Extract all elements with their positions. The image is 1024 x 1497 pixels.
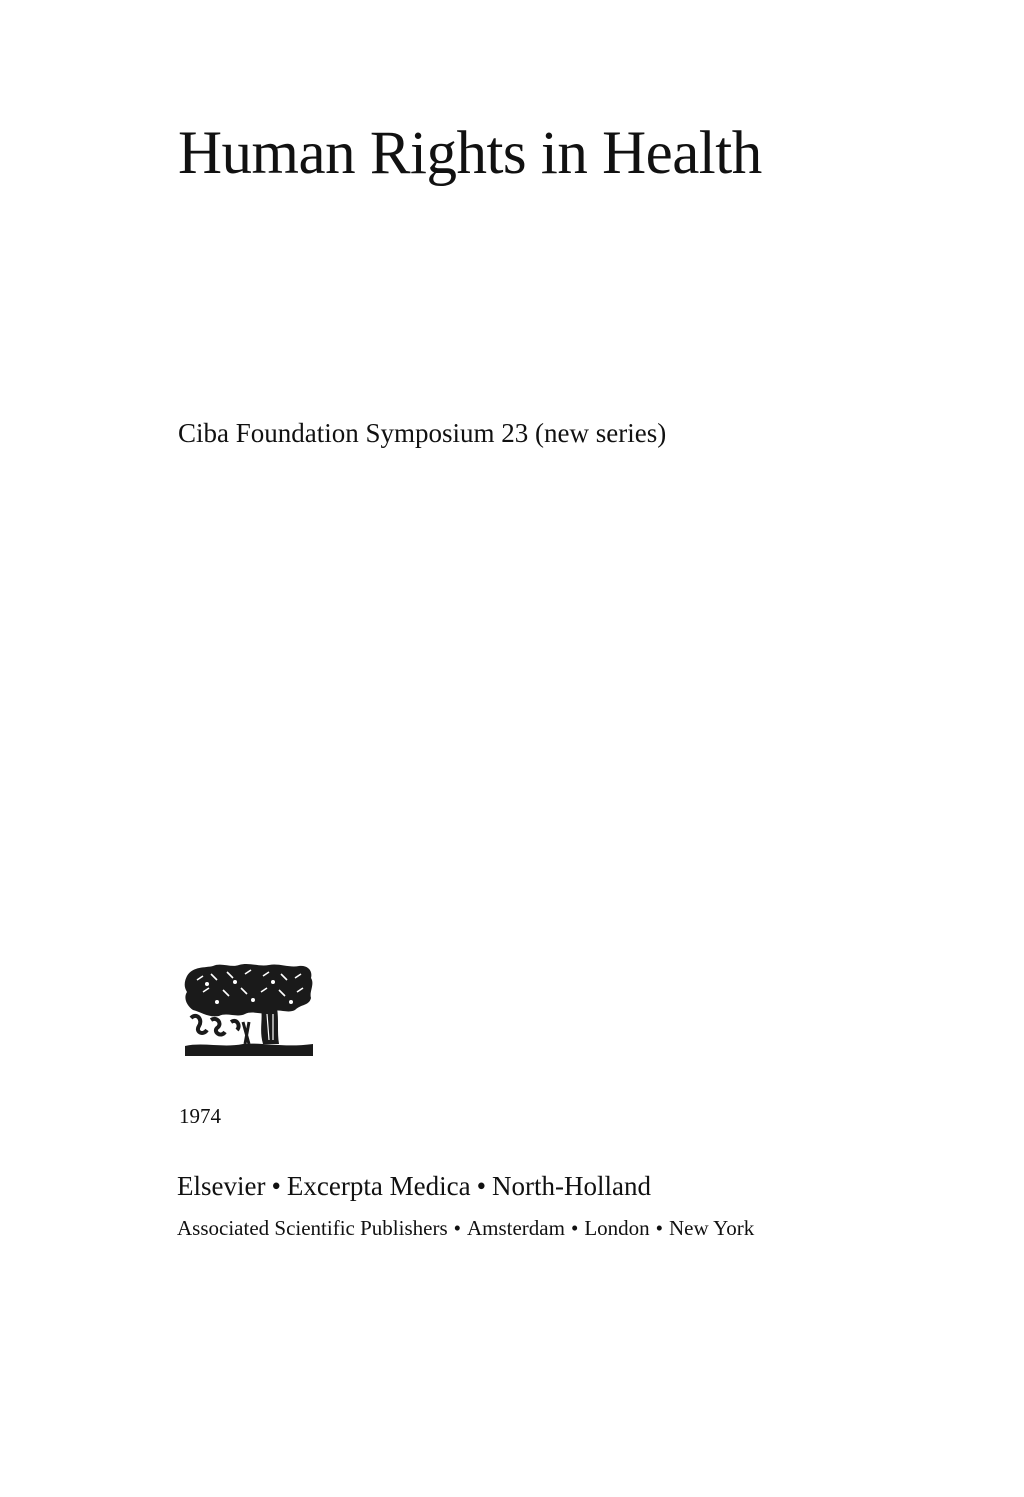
separator-dot: •	[453, 1216, 461, 1240]
publisher-line	[177, 1169, 651, 1203]
imprint-city: Amsterdam	[466, 1216, 565, 1240]
separator-dot: •	[570, 1216, 579, 1240]
imprint-city: London	[584, 1216, 650, 1240]
separator-dot: •	[476, 1171, 487, 1201]
separator-dot: •	[271, 1171, 281, 1201]
publisher-name: Excerpta Medica	[286, 1171, 471, 1201]
separator-dot: •	[655, 1216, 664, 1240]
publication-year: 1974	[179, 1104, 221, 1128]
book-title: Human Rights in Health	[178, 120, 762, 187]
imprint-line	[177, 1214, 754, 1242]
tree-publisher-mark-icon	[183, 962, 315, 1060]
imprint-name: Associated Scientific Publishers	[177, 1216, 448, 1240]
imprint-city: New York	[669, 1216, 755, 1240]
publisher-name: North-Holland	[492, 1171, 651, 1201]
series-line: Ciba Foundation Symposium 23 (new series)	[178, 418, 667, 448]
publisher-name: Elsevier	[177, 1171, 266, 1201]
